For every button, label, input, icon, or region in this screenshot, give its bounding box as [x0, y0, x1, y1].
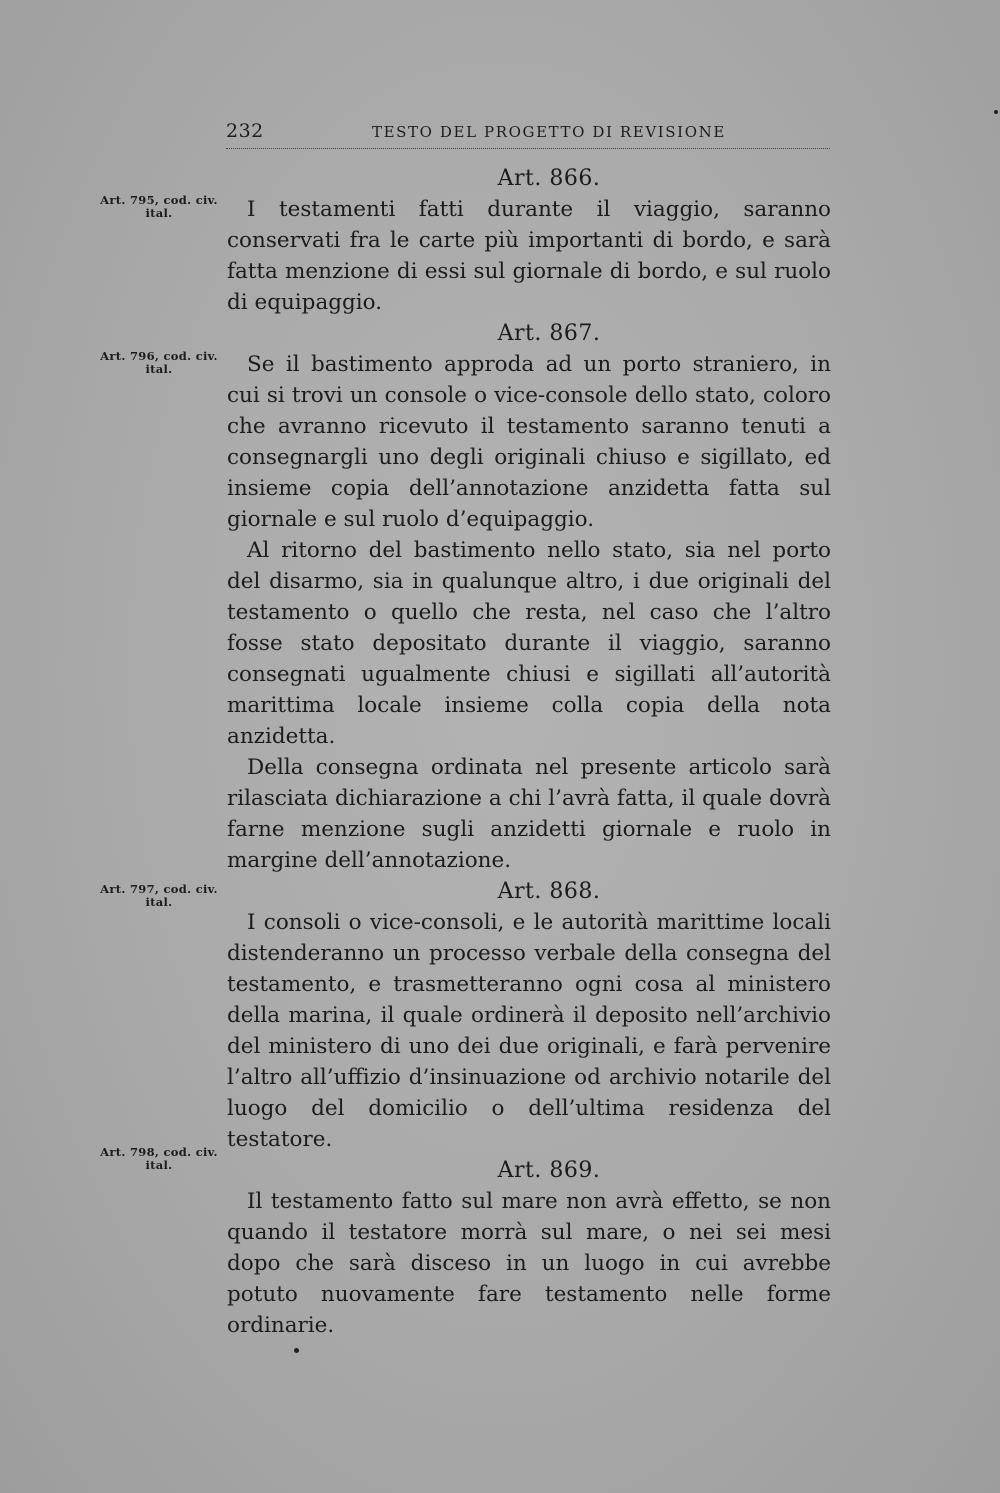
article-866-paragraph-1: I testamenti fatti durante il viaggio, saranno conservati fra le carte più importanti di bordo, e sarà fatta menzione di essi sul giornale di bordo, e sul ruolo di equipaggio.	[227, 197, 831, 315]
margin-note-art-796: Art. 796, cod. civ. ital.	[100, 349, 218, 376]
margin-note-art-797: Art. 797, cod. civ. ital.	[100, 882, 218, 909]
margin-note-art-798: Art. 798, cod. civ. ital.	[100, 1145, 218, 1172]
article-867-paragraph-2: Al ritorno del bastimento nello stato, sia nel porto del disarmo, sia in qualunque altro, i due originali del testamento o quello che resta, nel caso che l’altro fosse stato depositato durante il viaggio, saranno consegnati ugualmente chiusi e sigillati all’autorità marittima locale insieme colla copia della nota anzidetta.	[227, 538, 831, 749]
body-text	[227, 163, 831, 1341]
article-heading-866: Art. 866.	[497, 166, 601, 191]
article-868-paragraph-1: I consoli o vice-consoli, e le autorità marittime locali distenderanno un processo verbale della consegna del testamento, e trasmetteranno ogni cosa al ministero della marina, il quale ordinerà il deposito nell’archivio del ministero di uno dei due originali, e farà pervenire l’altro all’uffizio d’insinuazione od archivio notarile del luogo del domicilio o dell’ultima residenza del testatore.	[227, 910, 831, 1152]
running-title: TESTO DEL PROGETTO DI REVISIONE	[372, 123, 726, 141]
ink-speck	[294, 1348, 299, 1353]
article-869-paragraph-1: Il testamento fatto sul mare non avrà effetto, se non quando il testatore morrà sul mare, o nei sei mesi dopo che sarà disceso in un luogo in cui avrebbe potuto nuovamente fare testamento nelle forme ordinarie.	[227, 1189, 831, 1338]
article-heading-868: Art. 868.	[497, 879, 601, 904]
margin-note-art-795: Art. 795, cod. civ. ital.	[100, 193, 218, 220]
running-head	[226, 118, 830, 149]
article-867-paragraph-1: Se il bastimento approda ad un porto straniero, in cui si trovi un console o vice-console dello stato, coloro che avranno ricevuto il testamento saranno tenuti a consegnargli uno degli originali chiuso e sigillato, ed insieme copia dell’annotazione anzidetta fatta sul giornale e sul ruolo d’equipaggio.	[227, 352, 831, 532]
ink-speck	[994, 110, 998, 114]
article-heading-867: Art. 867.	[497, 321, 601, 346]
page-number: 232	[226, 120, 264, 142]
article-867-paragraph-3: Della consegna ordinata nel presente articolo sarà rilasciata dichiarazione a chi l’avrà fatta, il quale dovrà farne menzione sugli anzidetti giornale e ruolo in margine dell’annotazione.	[227, 755, 831, 873]
article-heading-869: Art. 869.	[497, 1158, 601, 1183]
